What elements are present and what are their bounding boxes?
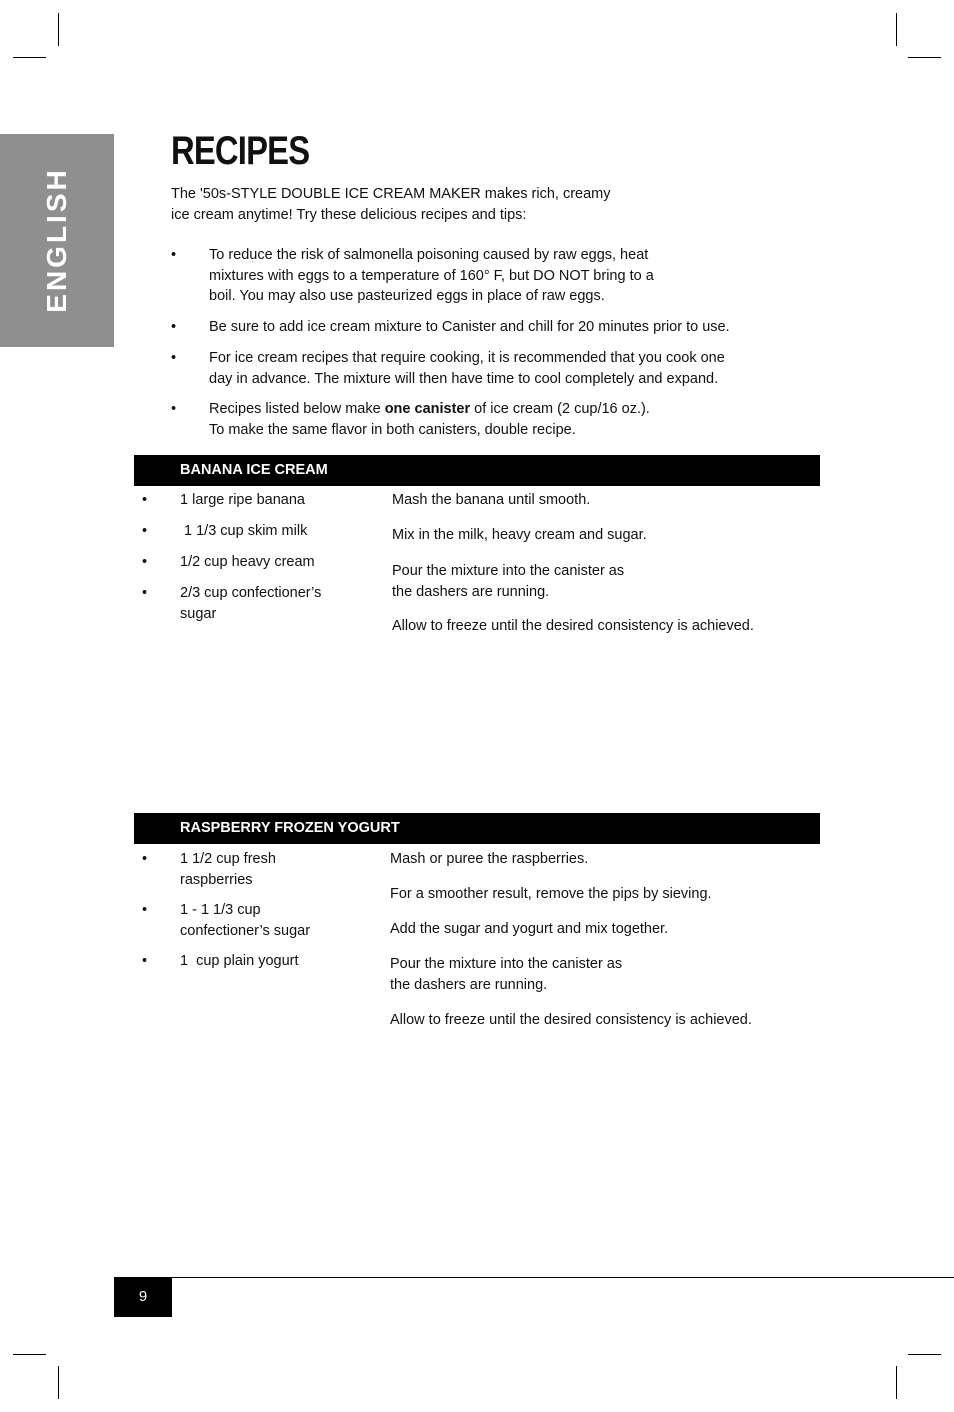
tip-text-bold: one canister — [384, 401, 471, 417]
footer-rule — [114, 1277, 954, 1278]
crop-mark — [896, 13, 897, 46]
recipe-title: BANANA ICE CREAM — [180, 462, 328, 478]
ingredient-text: 1 1/2 cup fresh raspberries — [180, 851, 276, 888]
page-number: 9 — [138, 1288, 148, 1305]
page-number-box — [114, 1278, 172, 1317]
ingredient-text: 2/3 cup confectioner’s sugar — [180, 585, 322, 622]
recipe-step: Allow to freeze until the desired consistency is achieved. — [392, 618, 754, 634]
recipe-step: Add the sugar and yogurt and mix together. — [390, 921, 669, 937]
recipe-step: For a smoother result, remove the pips by sieving. — [390, 886, 712, 902]
bullet: • — [171, 319, 177, 335]
recipe-title-bar — [134, 455, 820, 486]
tip-text: For ice cream recipes that require cooking, it is recommended that you cook one day in advance. The mixture will then have time to cool completely and expand. — [209, 350, 725, 387]
bullet: • — [142, 851, 148, 867]
bullet: • — [142, 492, 148, 508]
tip-item — [171, 399, 791, 440]
recipe-step: Mash or puree the raspberries. — [390, 851, 589, 867]
recipe-step: Allow to freeze until the desired consistency is achieved. — [390, 1012, 752, 1028]
intro-paragraph: The '50s-STYLE DOUBLE ICE CREAM MAKER makes rich, creamy ice cream anytime! Try these delicious recipes and tips: — [171, 186, 611, 223]
tip-item — [171, 245, 791, 307]
bullet: • — [142, 902, 148, 918]
ingredient-text: 1 1/3 cup skim milk — [180, 523, 308, 539]
language-tab — [0, 134, 114, 347]
bullet: • — [142, 554, 148, 570]
tip-text: Be sure to add ice cream mixture to Canister and chill for 20 minutes prior to use. — [209, 319, 730, 335]
language-tab-label: ENGLISH — [41, 167, 72, 313]
bullet: • — [171, 350, 177, 366]
bullet: • — [142, 585, 148, 601]
tip-text-part: Recipes listed below make — [209, 401, 385, 417]
ingredient-text: 1/2 cup heavy cream — [180, 554, 315, 570]
crop-mark — [58, 13, 59, 46]
crop-mark — [13, 1354, 46, 1355]
bullet: • — [142, 523, 148, 539]
tip-text-part: of ice cream (2 cup/16 oz.). To make the same flavor in both canisters, double recipe. — [209, 401, 650, 438]
bullet: • — [171, 247, 177, 263]
ingredient-text: 1 - 1 1/3 cup confectioner’s sugar — [180, 902, 311, 939]
ingredient-text: 1 cup plain yogurt — [180, 953, 299, 969]
crop-mark — [58, 1366, 59, 1399]
recipe-step: Mash the banana until smooth. — [392, 492, 591, 508]
ingredient-text: 1 large ripe banana — [180, 492, 305, 508]
crop-mark — [896, 1366, 897, 1399]
crop-mark — [908, 1354, 941, 1355]
tip-item — [171, 348, 791, 389]
crop-mark — [908, 57, 941, 58]
recipe-step: Mix in the milk, heavy cream and sugar. — [392, 527, 647, 543]
tip-text — [209, 399, 789, 440]
tip-text: To reduce the risk of salmonella poisoning caused by raw eggs, heat mixtures with eggs to a temperature of 160° F, but DO NOT bring to a boil. You may also use pasteurized eggs in place of raw eggs. — [209, 247, 654, 304]
recipe-title-bar — [134, 813, 820, 844]
crop-mark — [13, 57, 46, 58]
recipe-step: Pour the mixture into the canister as the dashers are running. — [392, 563, 625, 600]
bullet: • — [171, 401, 177, 417]
recipe-title: RASPBERRY FROZEN YOGURT — [180, 820, 400, 836]
recipe-step: Pour the mixture into the canister as the dashers are running. — [390, 956, 623, 993]
bullet: • — [142, 953, 148, 969]
page-title: RECIPES — [171, 129, 310, 173]
tip-item — [171, 317, 791, 338]
